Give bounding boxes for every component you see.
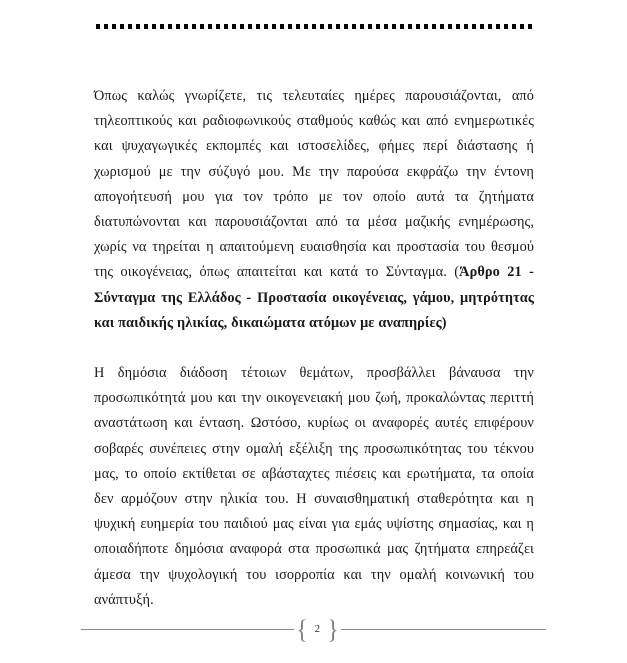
paragraph-1	[94, 84, 534, 336]
page-number: 2	[314, 623, 321, 635]
top-dotted-rule-ornament	[96, 24, 536, 29]
paragraph-2	[94, 361, 534, 613]
paragraph-1-text: Όπως καλώς γνωρίζετε, τις τελευταίες ημέρες παρουσιάζονται, από τηλεοπτικούς και ραδιοφωνικούς σταθμούς καθώς και από ενημερωτικές και ψυχαγωγικές εκπομπές και ιστοσελίδες, φήμες περί διάστασης ή χωρισμού με την σύζυγό μου. Με την παρούσα εκφράζω την έντονη απογοήτευσή μου για τον τρόπο με τον οποίο αυτά τα ζητήματα διατυπώνονται και παρουσιάζονται από τα μέσα μαζικής ενημέρωσης, χωρίς να τηρείται η απαιτούμενη ευαισθησία και προστασία του θεσμού της οικογένειας, όπως απαιτείται και κατά το Σύνταγμα. (	[94, 88, 534, 281]
brace-left-icon: {	[296, 614, 308, 644]
document-body	[94, 84, 534, 613]
paragraph-2-text: Η δημόσια διάδοση τέτοιων θεμάτων, προσβάλλει βάναυσα την προσωπικότητά μου και την οικογενειακή μου ζωή, προκαλώντας περιττή αναστάτωση και ένταση. Ωστόσο, κυρίως οι αναφορές αυτές επιφέρουν σοβαρές συνέπειες στην ομαλή εξέλιξη της προσωπικότητας του τέκνου μας, το οποίο εκτίθεται σε αβάσταχτες πιέσεις και ερωτήματα, τα οποία δεν αρμόζουν στην ηλικία του. Η συναισθηματική σταθερότητα και η ψυχική ευημερία του παιδιού μας είναι για εμάς υψίστης σημασίας, και η οποιαδήποτε δημόσια αναφορά στα προσωπικά μας ζητήματα επηρεάζει άμεσα την ψυχολογική του ισορροπία και την ομαλή κοινωνική του ανάπτυξή.	[94, 365, 534, 608]
footer-rule-left	[81, 629, 294, 630]
brace-right-icon: }	[327, 614, 339, 644]
page-footer	[0, 614, 627, 644]
page-number-ornament	[294, 614, 340, 644]
paragraph-1-constitution-reference: Άρθρο 21 - Σύνταγμα της Ελλάδος - Προστασία οικογένειας, γάμου, μητρότητας και παιδικής ηλικίας, δικαιώματα ατόμων με αναπηρίες)	[94, 264, 534, 331]
footer-rule-right	[341, 629, 546, 630]
